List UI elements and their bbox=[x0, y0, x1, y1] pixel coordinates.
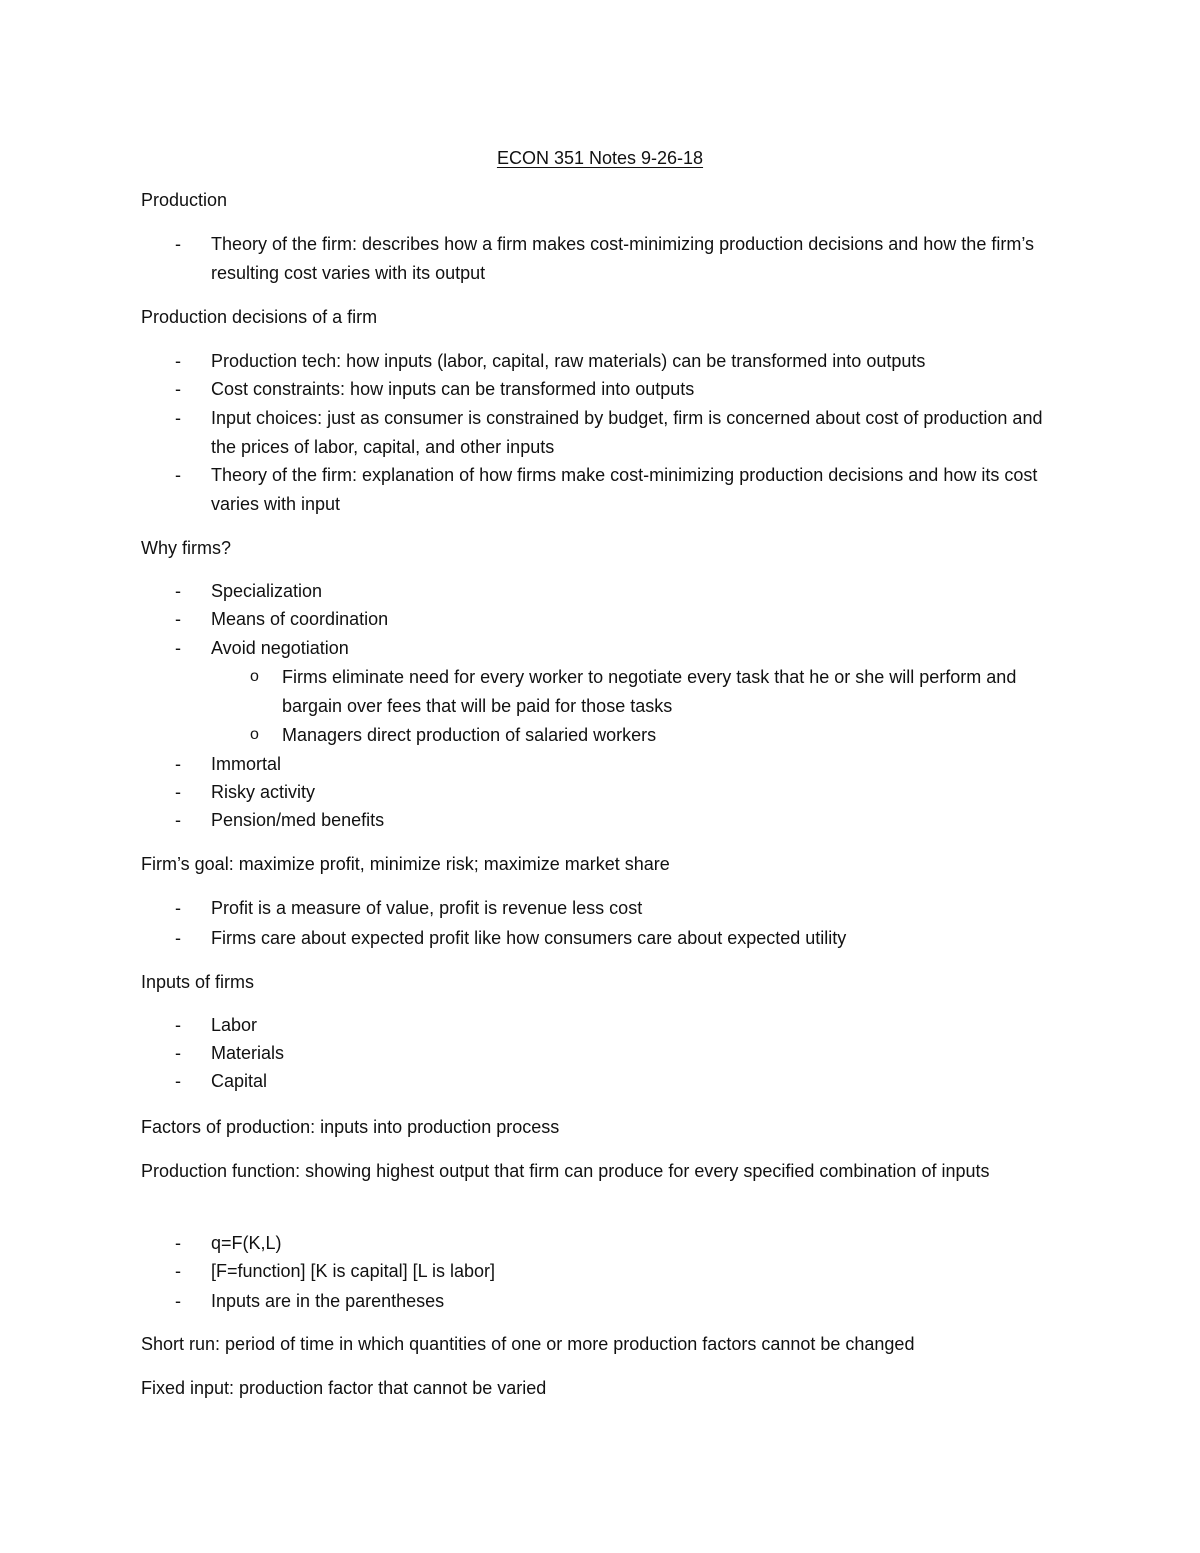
list-item-text: Immortal bbox=[211, 754, 282, 774]
dash-bullet: - bbox=[175, 609, 181, 629]
sub-list-item-text: Managers direct production of salaried workers bbox=[282, 725, 657, 745]
dash-bullet: - bbox=[175, 581, 181, 601]
list-item-text: Input choices: just as consumer is constrained by budget, firm is concerned about cost of production and the prices of labor, capital, and other inputs bbox=[211, 408, 1043, 457]
list-item-text: Labor bbox=[211, 1015, 258, 1035]
dash-bullet: - bbox=[175, 1071, 181, 1091]
dash-bullet: - bbox=[175, 1233, 181, 1253]
list-item-text: Theory of the firm: describes how a firm makes cost-minimizing production decisions and how the firm’s resulting cost varies with its output bbox=[211, 234, 1034, 283]
dash-bullet: - bbox=[175, 754, 181, 774]
dash-bullet: - bbox=[175, 408, 181, 428]
section-heading-production-function: Production function: showing highest output that firm can produce for every specified combination of inputs bbox=[141, 1161, 990, 1181]
dash-bullet: - bbox=[175, 928, 181, 948]
list-item-text: Firms care about expected profit like how consumers care about expected utility bbox=[211, 928, 847, 948]
list-item-text: Theory of the firm: explanation of how firms make cost-minimizing production decisions and how its cost varies with input bbox=[211, 465, 1038, 514]
section-heading-why-firms: Why firms? bbox=[141, 538, 231, 558]
section-heading-production-decisions: Production decisions of a firm bbox=[141, 307, 378, 327]
document-title: ECON 351 Notes 9-26-18 bbox=[496, 148, 704, 168]
dash-bullet: - bbox=[175, 1261, 181, 1281]
list-item-text: Production tech: how inputs (labor, capital, raw materials) can be transformed into outputs bbox=[211, 351, 926, 371]
sub-list-item-text: Firms eliminate need for every worker to negotiate every task that he or she will perform and bargain over fees that will be paid for those tasks bbox=[282, 667, 1017, 716]
section-heading-production: Production bbox=[141, 190, 228, 210]
list-item-text: Inputs are in the parentheses bbox=[211, 1291, 445, 1311]
circle-bullet: o bbox=[250, 726, 259, 743]
list-item-text: q=F(K,L) bbox=[211, 1233, 282, 1253]
dash-bullet: - bbox=[175, 234, 181, 254]
dash-bullet: - bbox=[175, 898, 181, 918]
dash-bullet: - bbox=[175, 351, 181, 371]
list-item-text: Cost constraints: how inputs can be transformed into outputs bbox=[211, 379, 695, 399]
list-item-text: Risky activity bbox=[211, 782, 316, 802]
dash-bullet: - bbox=[175, 1015, 181, 1035]
dash-bullet: - bbox=[175, 638, 181, 658]
list-item-text: Profit is a measure of value, profit is revenue less cost bbox=[211, 898, 643, 918]
dash-bullet: - bbox=[175, 810, 181, 830]
list-item-text: Means of coordination bbox=[211, 609, 389, 629]
dash-bullet: - bbox=[175, 465, 181, 485]
list-item-text: [F=function] [K is capital] [L is labor] bbox=[211, 1261, 495, 1281]
list-item-text: Materials bbox=[211, 1043, 285, 1063]
list-item-text: Avoid negotiation bbox=[211, 638, 349, 658]
dash-bullet: - bbox=[175, 1291, 181, 1311]
dash-bullet: - bbox=[175, 379, 181, 399]
dash-bullet: - bbox=[175, 1043, 181, 1063]
section-heading-factors-of-production: Factors of production: inputs into production process bbox=[141, 1117, 560, 1137]
section-heading-inputs-of-firms: Inputs of firms bbox=[141, 972, 255, 992]
dash-bullet: - bbox=[175, 782, 181, 802]
section-heading-short-run: Short run: period of time in which quantities of one or more production factors cannot be changed bbox=[141, 1334, 915, 1354]
list-item-text: Pension/med benefits bbox=[211, 810, 385, 830]
circle-bullet: o bbox=[250, 668, 259, 685]
section-heading-fixed-input: Fixed input: production factor that cannot be varied bbox=[141, 1378, 547, 1398]
section-heading-firms-goal: Firm’s goal: maximize profit, minimize risk; maximize market share bbox=[141, 854, 670, 874]
list-item-text: Capital bbox=[211, 1071, 268, 1091]
list-item-text: Specialization bbox=[211, 581, 323, 601]
